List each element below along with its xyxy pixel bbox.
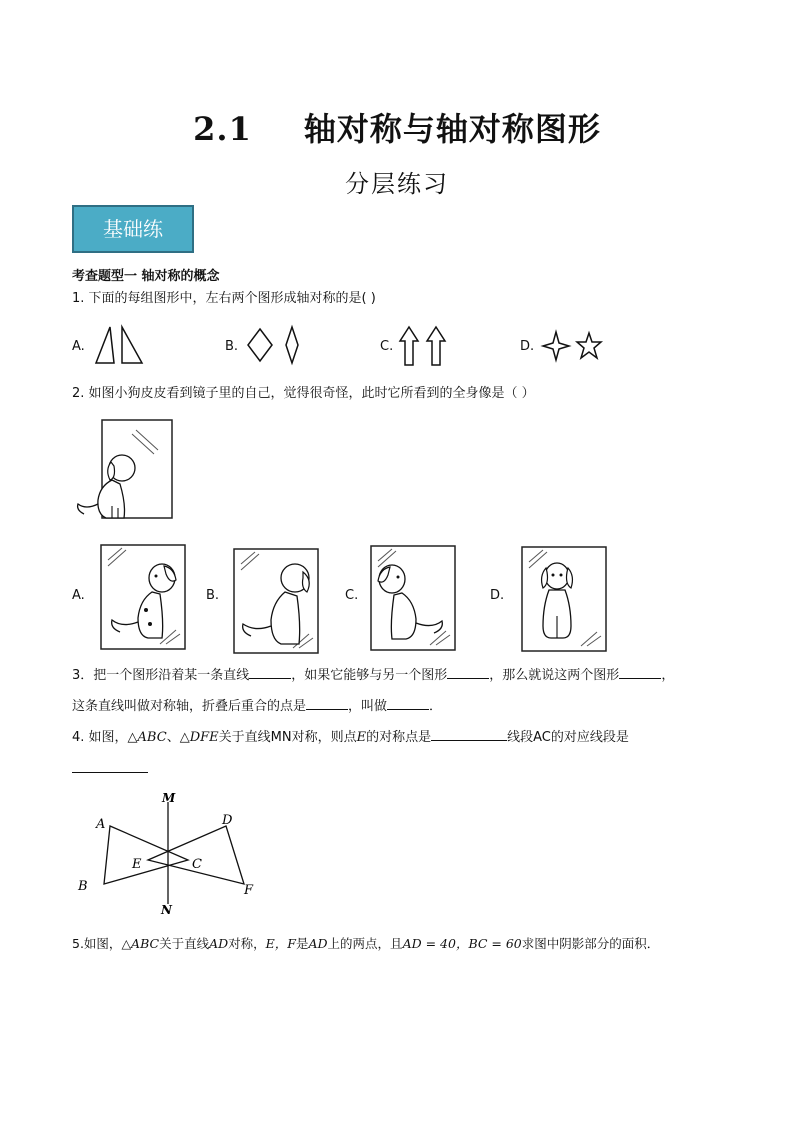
q4-sep: 、 <box>166 730 180 745</box>
q5-text-6: 求图中阴影部分的面积． <box>521 936 660 951</box>
q5-line-ad-2: AD <box>308 936 328 951</box>
q4-label-b: B <box>78 879 88 894</box>
q2-option-a-image <box>100 544 186 650</box>
page-subtitle: 分层练习 <box>345 170 449 198</box>
q4-label-c: C <box>192 857 202 872</box>
q2-stem: 2. 如图小狗皮皮看到镜子里的自己，觉得很奇怪，此时它所看到的全身像是（ ） <box>72 386 535 401</box>
q3-text-2: ，如果它能够与另一个图形 <box>291 668 448 683</box>
section-number: 2.1 <box>193 110 252 148</box>
q1-option-d-label: D. <box>520 339 535 354</box>
q2-dog-mirror-figure <box>72 418 176 524</box>
q5-points-ef: E，F <box>265 936 296 951</box>
q5-text-1: 5.如图， <box>72 936 122 951</box>
q3-blank-5[interactable] <box>387 697 429 710</box>
q2-option-d-label: D. <box>490 588 505 603</box>
q4-text-3: 的对称点是 <box>366 730 432 745</box>
q2-option-d-image <box>521 546 607 652</box>
q4-text-2: 关于直线MN对称，则点 <box>218 730 357 745</box>
q4-triangle-dfe: △DFE <box>179 730 219 745</box>
section-heading: 考查题型一 轴对称的概念 <box>72 269 220 284</box>
q3-text-7: ． <box>429 699 443 714</box>
q5-line-ad: AD <box>209 936 229 951</box>
q1-option-b-diamonds-icon <box>246 325 306 365</box>
page-title <box>0 104 794 150</box>
q5-text-5: 上的两点，且 <box>327 936 403 951</box>
q1-option-a-label: A. <box>72 339 85 354</box>
level-badge: 基础练 <box>72 205 194 253</box>
q4-triangle-abc: △ABC <box>127 730 167 745</box>
q3-blank-2[interactable] <box>447 666 489 679</box>
q4-label-a: A <box>96 817 106 832</box>
q3-text-1: 3．把一个图形沿着某一条直线 <box>72 668 250 683</box>
q4-blank-1[interactable] <box>431 728 507 741</box>
q2-option-c-image <box>370 545 456 651</box>
q2-option-b-label: B. <box>206 588 220 603</box>
q3-text-4: ， <box>661 668 675 683</box>
q4-symmetry-figure <box>72 790 272 920</box>
q4-label-m: M <box>162 791 176 805</box>
q5-text-3: 对称， <box>228 936 266 951</box>
q3-text-5: 这条直线叫做对称轴，折叠后重合的点是 <box>72 699 307 714</box>
q4-text-4: 线段AC的对应线段是 <box>507 730 629 745</box>
q1-option-d-stars-icon <box>543 330 603 362</box>
q4-stem <box>72 728 629 747</box>
q3-text-6: ，叫做 <box>348 699 388 714</box>
q1-option-c-arrows-icon <box>399 325 449 367</box>
q1-option-b-label: B. <box>225 339 239 354</box>
q4-label-e: E <box>132 857 142 872</box>
q3-blank-4[interactable] <box>306 697 348 710</box>
q5-stem <box>72 935 659 953</box>
q3-blank-3[interactable] <box>619 666 661 679</box>
q1-option-c-label: C. <box>380 339 394 354</box>
q4-point-e: E <box>356 730 367 745</box>
q4-label-d: D <box>222 813 233 828</box>
q2-option-c-label: C. <box>345 588 359 603</box>
q5-text-4: 是 <box>295 936 309 951</box>
q2-option-b-image <box>233 548 319 654</box>
q5-equations: AD = 40，BC = 60 <box>402 936 522 951</box>
q3-blank-1[interactable] <box>249 666 291 679</box>
title-text: 轴对称与轴对称图形 <box>303 110 601 148</box>
q4-label-f: F <box>244 883 254 898</box>
q5-text-2: 关于直线 <box>159 936 210 951</box>
q2-option-a-label: A. <box>72 588 85 603</box>
q3-line1 <box>72 666 674 685</box>
q4-text-1: 4. 如图， <box>72 730 128 745</box>
q1-option-a-triangles-icon <box>92 325 144 365</box>
q4-blank-2[interactable] <box>72 760 148 773</box>
q5-triangle-abc: △ABC <box>121 936 160 951</box>
q3-line2 <box>72 697 442 716</box>
q4-label-n: N <box>161 903 172 917</box>
q1-stem: 1. 下面的每组图形中，左右两个图形成轴对称的是( ) <box>72 291 376 306</box>
q3-text-3: ，那么就说这两个图形 <box>489 668 620 683</box>
